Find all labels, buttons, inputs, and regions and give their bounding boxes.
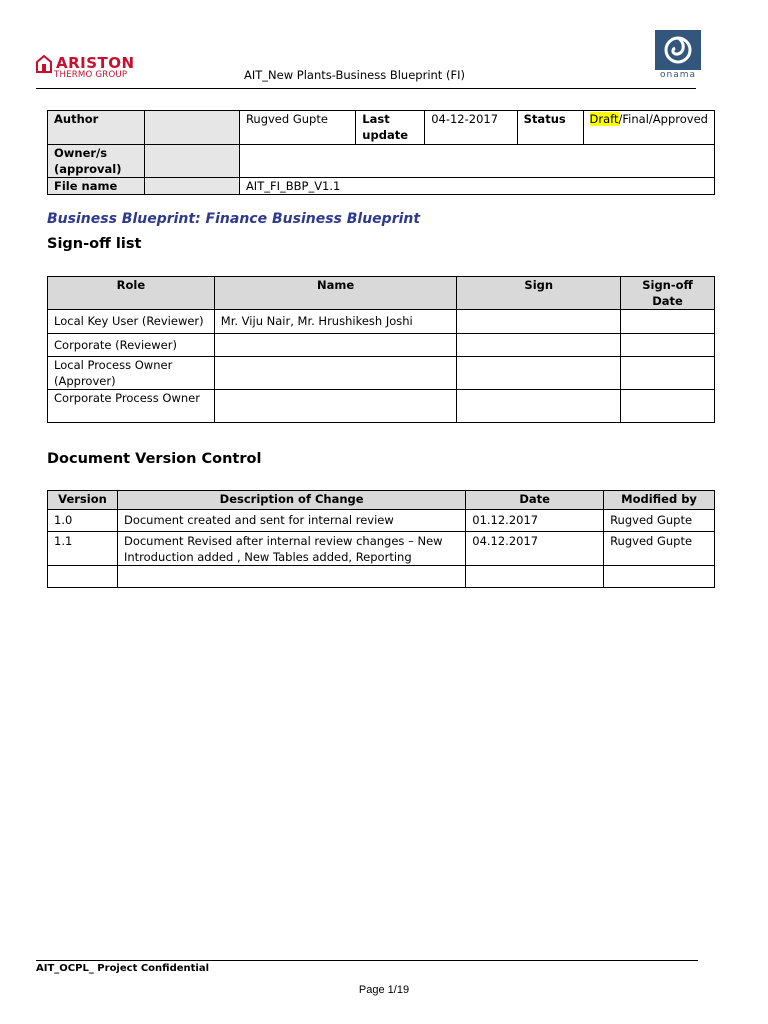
document-meta-table: [47, 110, 715, 195]
last-update-value: 04-12-2017: [425, 111, 517, 145]
author-blank-cell: [144, 111, 239, 145]
signoff-heading: Sign-off list: [47, 236, 142, 252]
house-icon: [36, 55, 52, 73]
signoff-table: [47, 276, 715, 423]
ariston-logo: [36, 54, 146, 84]
filename-label: File name: [48, 178, 145, 195]
name-cell: [214, 334, 457, 357]
header-divider: [36, 88, 696, 89]
name-cell: Mr. Viju Nair, Mr. Hrushikesh Joshi: [214, 310, 457, 334]
date-cell: 01.12.2017: [466, 510, 604, 532]
table-row: [48, 310, 715, 334]
role-cell: Local Process Owner (Approver): [48, 357, 215, 390]
column-header-version: Version: [48, 491, 118, 510]
footer-divider: [36, 960, 698, 961]
swirl-icon: [655, 30, 701, 70]
modified-by-cell: Rugved Gupte: [604, 510, 715, 532]
filename-value: AIT_FI_BBP_V1.1: [239, 178, 714, 195]
date-cell: [621, 310, 715, 334]
author-label: Author: [48, 111, 145, 145]
date-cell: [621, 390, 715, 423]
description-cell: [117, 566, 465, 588]
column-header-signoff-date: Sign-off Date: [621, 277, 715, 310]
onama-logo-mark: [655, 30, 701, 70]
owner-value: [239, 145, 714, 178]
page-number: Page 1/19: [358, 984, 410, 996]
footer-confidential: AIT_OCPL_ Project Confidential: [36, 963, 210, 974]
sign-cell: [457, 310, 621, 334]
modified-by-cell: Rugved Gupte: [604, 532, 715, 566]
column-header-name: Name: [214, 277, 457, 310]
version-cell: 1.0: [48, 510, 118, 532]
role-cell: Local Key User (Reviewer): [48, 310, 215, 334]
last-update-label: Last update: [356, 111, 425, 145]
column-header-date: Date: [466, 491, 604, 510]
onama-logo: [655, 30, 701, 82]
date-cell: [621, 334, 715, 357]
name-cell: [214, 390, 457, 423]
table-row: [48, 334, 715, 357]
sign-cell: [457, 390, 621, 423]
column-header-sign: Sign: [457, 277, 621, 310]
table-row: [48, 510, 715, 532]
column-header-description: Description of Change: [117, 491, 465, 510]
version-cell: 1.1: [48, 532, 118, 566]
description-cell: Document Revised after internal review changes – New Introduction added , New Tables added, Reporting: [117, 532, 465, 566]
document-title: AIT_New Plants-Business Blueprint (FI): [244, 68, 465, 82]
logo-sub-text: THERMO GROUP: [54, 70, 128, 80]
date-cell: [621, 357, 715, 390]
version-cell: [48, 566, 118, 588]
filename-blank-cell: [144, 178, 239, 195]
column-header-modified-by: Modified by: [604, 491, 715, 510]
table-row: [48, 390, 715, 423]
column-header-role: Role: [48, 277, 215, 310]
status-rest: /Final/Approved: [618, 112, 708, 126]
description-cell: Document created and sent for internal review: [117, 510, 465, 532]
status-draft-highlight: Draft: [589, 112, 619, 126]
name-cell: [214, 357, 457, 390]
version-control-table: [47, 490, 715, 588]
business-blueprint-heading: Business Blueprint: Finance Business Blueprint: [47, 211, 421, 227]
sign-cell: [457, 334, 621, 357]
date-cell: [466, 566, 604, 588]
status-label: Status: [517, 111, 583, 145]
table-row: [48, 532, 715, 566]
logo-brand-text: ARISTON: [56, 54, 135, 72]
version-control-heading: Document Version Control: [47, 451, 262, 467]
owner-label: Owner/s (approval): [48, 145, 145, 178]
date-cell: 04.12.2017: [466, 532, 604, 566]
status-value: [583, 111, 714, 145]
table-row: [48, 566, 715, 588]
table-row: [48, 357, 715, 390]
sign-cell: [457, 357, 621, 390]
author-value: Rugved Gupte: [239, 111, 355, 145]
onama-logo-word: onama: [659, 70, 696, 80]
modified-by-cell: [604, 566, 715, 588]
role-cell: Corporate (Reviewer): [48, 334, 215, 357]
owner-blank-cell: [144, 145, 239, 178]
role-cell: Corporate Process Owner: [48, 390, 215, 423]
